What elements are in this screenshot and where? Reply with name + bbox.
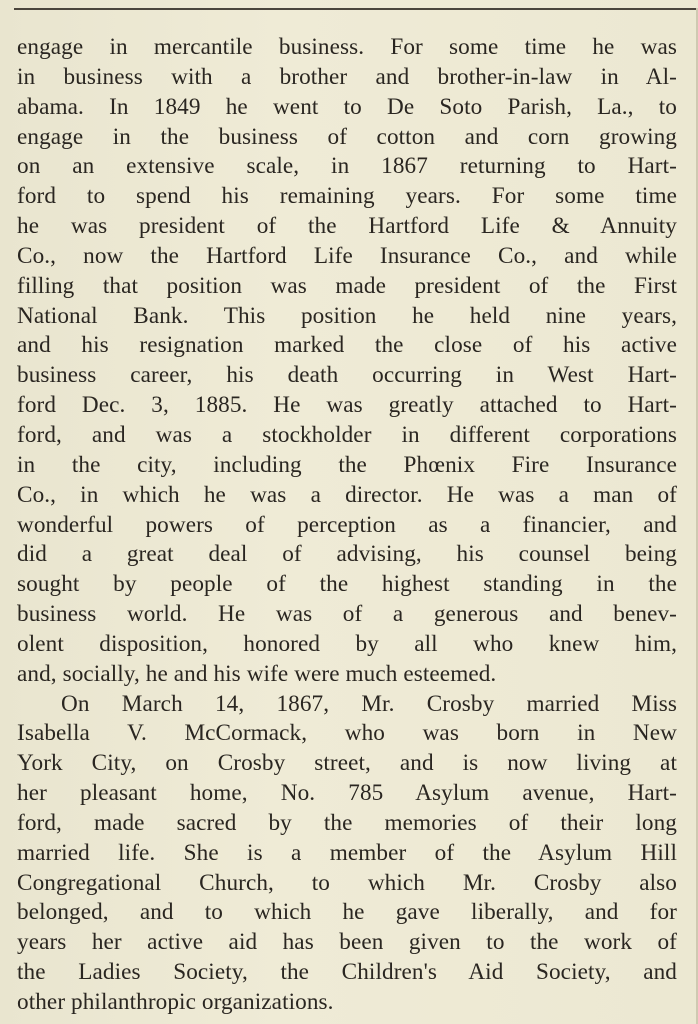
top-rule-divider [14, 8, 698, 10]
text-line: years her active aid has been given to the work of [17, 929, 677, 956]
text-line: wonderful powers of perception as a financier, and [17, 511, 677, 538]
text-line: belonged, and to which he gave liberally, and for [17, 899, 677, 926]
paragraph-start-line: On March 14, 1867, Mr. Crosby married Miss [61, 690, 677, 717]
text-line: her pleasant home, No. 785 Asylum avenue, Hart- [17, 780, 677, 807]
text-line: he was president of the Hartford Life & Annuity [17, 213, 677, 240]
text-line: and his resignation marked the close of his active [17, 332, 677, 359]
text-line: ford, made sacred by the memories of their long [17, 809, 677, 836]
text-line: in the city, including the Phœnix Fire Insurance [17, 451, 677, 478]
text-line: business career, his death occurring in West Hart- [17, 362, 677, 389]
text-line: did a great deal of advising, his counsel being [17, 541, 677, 568]
text-line: National Bank. This position he held nine years, [17, 302, 677, 329]
text-line: ford to spend his remaining years. For some time [17, 183, 677, 210]
text-line: other philanthropic organizations. [17, 989, 334, 1015]
text-line: abama. In 1849 he went to De Soto Parish, La., to [17, 93, 677, 120]
text-line: York City, on Crosby street, and is now living at [17, 750, 677, 777]
text-line: Congregational Church, to which Mr. Crosby also [17, 869, 677, 896]
text-line: on an extensive scale, in 1867 returning to Hart- [17, 153, 677, 180]
text-line: engage in the business of cotton and corn growing [17, 123, 677, 150]
text-line: business world. He was of a generous and benev- [17, 601, 677, 628]
text-line: engage in mercantile business. For some time he was [17, 34, 677, 60]
text-line: in business with a brother and brother-in-law in Al- [17, 63, 677, 90]
text-line: ford, and was a stockholder in different corporations [17, 421, 677, 448]
text-line: sought by people of the highest standing in the [17, 571, 677, 598]
text-line: the Ladies Society, the Children's Aid Society, and [17, 959, 677, 986]
text-line: ford Dec. 3, 1885. He was greatly attached to Hart- [17, 392, 677, 419]
text-line: and, socially, he and his wife were much esteemed. [17, 660, 497, 687]
body-text [17, 33, 677, 1018]
text-line: married life. She is a member of the Asylum Hill [17, 839, 677, 866]
text-line: Co., now the Hartford Life Insurance Co., and while [17, 242, 677, 269]
text-line: filling that position was made president of the First [17, 272, 677, 299]
text-line: Isabella V. McCormack, who was born in New [17, 720, 677, 747]
text-line: Co., in which he was a director. He was a man of [17, 481, 677, 508]
text-line: olent disposition, honored by all who knew him, [17, 630, 677, 657]
